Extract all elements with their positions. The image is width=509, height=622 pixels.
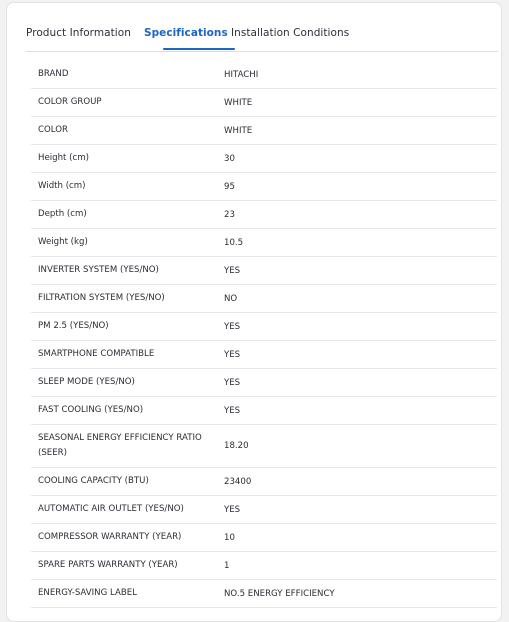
spec-row-fast-cooling: [31, 397, 497, 425]
spec-row-energy-saving-label: [31, 580, 497, 608]
spec-value: NO: [224, 293, 238, 304]
spec-value: YES: [224, 349, 241, 360]
tab-product-information[interactable]: Product Information: [26, 27, 131, 39]
spec-value: YES: [224, 321, 241, 332]
spec-row-seer: [31, 425, 497, 468]
spec-row-color: [31, 117, 497, 145]
tab-specifications[interactable]: Specifications: [144, 27, 228, 39]
spec-label: Weight (kg): [38, 237, 88, 247]
product-details-card: [6, 2, 502, 622]
spec-row-width: [31, 173, 497, 201]
spec-value: 23400: [224, 476, 252, 487]
spec-value: YES: [224, 405, 241, 416]
spec-label: AUTOMATIC AIR OUTLET (YES/NO): [38, 504, 184, 514]
spec-label: PM 2.5 (YES/NO): [38, 321, 109, 331]
spec-row-smartphone-compatible: [31, 341, 497, 369]
specifications-table: [31, 61, 497, 608]
spec-value: YES: [224, 265, 241, 276]
active-tab-indicator: [163, 48, 235, 50]
spec-label: FAST COOLING (YES/NO): [38, 405, 144, 415]
spec-row-inverter-system: [31, 257, 497, 285]
spec-value: WHITE: [224, 97, 253, 108]
spec-row-depth: [31, 201, 497, 229]
spec-label: Width (cm): [38, 181, 86, 191]
spec-value: 95: [224, 181, 235, 192]
spec-row-weight: [31, 229, 497, 257]
spec-label: COLOR GROUP: [38, 97, 102, 107]
spec-label: FILTRATION SYSTEM (YES/NO): [38, 293, 165, 303]
spec-row-pm25: [31, 313, 497, 341]
spec-value: 23: [224, 209, 235, 220]
spec-label: COOLING CAPACITY (BTU): [38, 476, 149, 486]
spec-row-sleep-mode: [31, 369, 497, 397]
spec-row-height: [31, 145, 497, 173]
spec-label: SLEEP MODE (YES/NO): [38, 377, 135, 387]
spec-label: COMPRESSOR WARRANTY (YEAR): [38, 532, 182, 542]
spec-value: 10: [224, 532, 235, 543]
spec-row-filtration-system: [31, 285, 497, 313]
spec-label: SEASONAL ENERGY EFFICIENCY RATIO (SEER): [38, 433, 202, 458]
spec-value: YES: [224, 377, 241, 388]
spec-label: SPARE PARTS WARRANTY (YEAR): [38, 560, 178, 570]
spec-row-automatic-air-outlet: [31, 496, 497, 524]
spec-value: NO.5 ENERGY EFFICIENCY: [224, 588, 335, 599]
tab-installation-conditions[interactable]: Installation Conditions: [231, 27, 350, 39]
spec-value: 10.5: [224, 237, 244, 248]
spec-label: INVERTER SYSTEM (YES/NO): [38, 265, 159, 275]
spec-value: 18.20: [224, 441, 249, 451]
spec-value: HITACHI: [224, 69, 259, 80]
tab-bar: [26, 3, 498, 52]
spec-value: YES: [224, 504, 241, 515]
spec-row-color-group: [31, 89, 497, 117]
spec-label: COLOR: [38, 125, 68, 135]
spec-row-cooling-capacity: [31, 468, 497, 496]
spec-value: WHITE: [224, 125, 253, 136]
spec-label: Depth (cm): [38, 209, 87, 219]
spec-label: ENERGY-SAVING LABEL: [38, 588, 137, 598]
spec-row-brand: [31, 61, 497, 89]
spec-value: 1: [224, 560, 230, 571]
spec-label: SMARTPHONE COMPATIBLE: [38, 349, 155, 359]
spec-row-compressor-warranty: [31, 524, 497, 552]
spec-value: 30: [224, 153, 235, 164]
spec-label: BRAND: [38, 69, 69, 79]
spec-label: Height (cm): [38, 153, 89, 163]
spec-row-spare-parts-warranty: [31, 552, 497, 580]
